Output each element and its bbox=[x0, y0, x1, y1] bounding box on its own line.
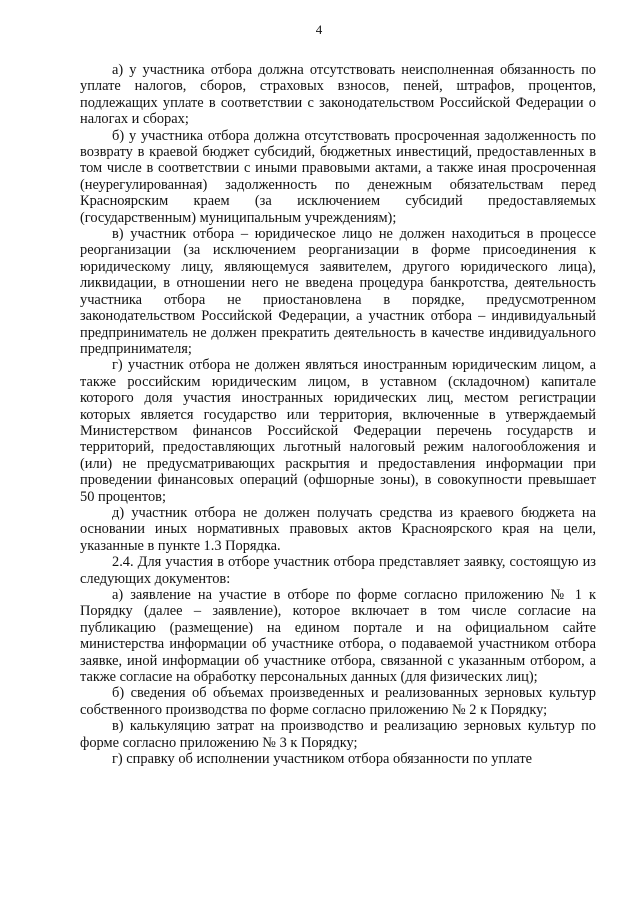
document-body bbox=[80, 62, 596, 767]
paragraph-a-statement: а) заявление на участие в отборе по форме согласно приложению № 1 к Порядку (далее – заявление), которое включает в том числе согласие на публикацию (размещение) на едином портале и на официальном сайте министерства информации об участнике отбора, о подаваемой участником отбора заявке, иной информации об участнике отбора, связанной с указанным отбором, а также согласие на обработку персональных данных (для физических лиц); bbox=[80, 587, 596, 686]
page-number: 4 bbox=[315, 22, 323, 37]
paragraph-2-4-application: 2.4. Для участия в отборе участник отбора представляет заявку, состоящую из следующих документов: bbox=[80, 554, 596, 587]
paragraph-g-certificate: г) справку об исполнении участником отбора обязанности по уплате bbox=[112, 751, 533, 768]
paragraph-v-costing: в) калькуляцию затрат на производство и реализацию зерновых культур по форме согласно приложению № 3 к Порядку; bbox=[80, 718, 596, 751]
paragraph-b-debts: б) у участника отбора должна отсутствовать просроченная задолженность по возврату в краевой бюджет субсидий, бюджетных инвестиций, предоставленных в том числе в соответствии с иными правовыми актами, а также иная просроченная (неурегулированная) задолженность по денежным обязательствам перед Красноярским краем (за исключением субсидий предоставляемых (государственным) муниципальным учреждениям); bbox=[80, 127, 596, 226]
paragraph-d-budget-funds: д) участник отбора не должен получать средства из краевого бюджета на основании иных нормативных правовых актов Красноярского края на цели, указанные в пункте 1.3 Порядка. bbox=[80, 504, 596, 554]
paragraph-b-volumes: б) сведения об объемах произведенных и реализованных зерновых культур собственного производства по форме согласно приложению № 2 к Порядку; bbox=[80, 685, 596, 718]
paragraph-v-reorganization: в) участник отбора – юридическое лицо не должен находиться в процессе реорганизации (за исключением реорганизации в форме присоединения к юридическому лицу, являющемуся заявителем, другого юридического лица), ликвидации, в отношении него не введена процедура банкротства, деятельность участника отбора не приостановлена в порядке, предусмотренном законодательством Российской Федерации, а участник отбора – индивидуальный предприниматель не должен прекратить деятельность в качестве индивидуального предпринимателя; bbox=[80, 226, 596, 357]
paragraph-g-foreign-entity: г) участник отбора не должен являться иностранным юридическим лицом, а также российским юридическим лицом, в уставном (складочном) капитале которого доля участия иностранных юридических лиц, местом регистрации которых является государство или территория, включенные в утверждаемый Министерством финансов Российской Федерации перечень государств и территорий, предоставляющих льготный налоговый режим налогообложения и (или) не предусматривающих раскрытия и предоставления информации при проведении финансовых операций (офшорные зоны), в совокупности превышает 50 процентов; bbox=[80, 357, 596, 505]
paragraph-a-taxes: а) у участника отбора должна отсутствовать неисполненная обязанность по уплате налогов, сборов, страховых взносов, пеней, штрафов, процентов, подлежащих уплате в соответствии с законодательством Российской Федерации о налогах и сборах; bbox=[80, 62, 596, 128]
